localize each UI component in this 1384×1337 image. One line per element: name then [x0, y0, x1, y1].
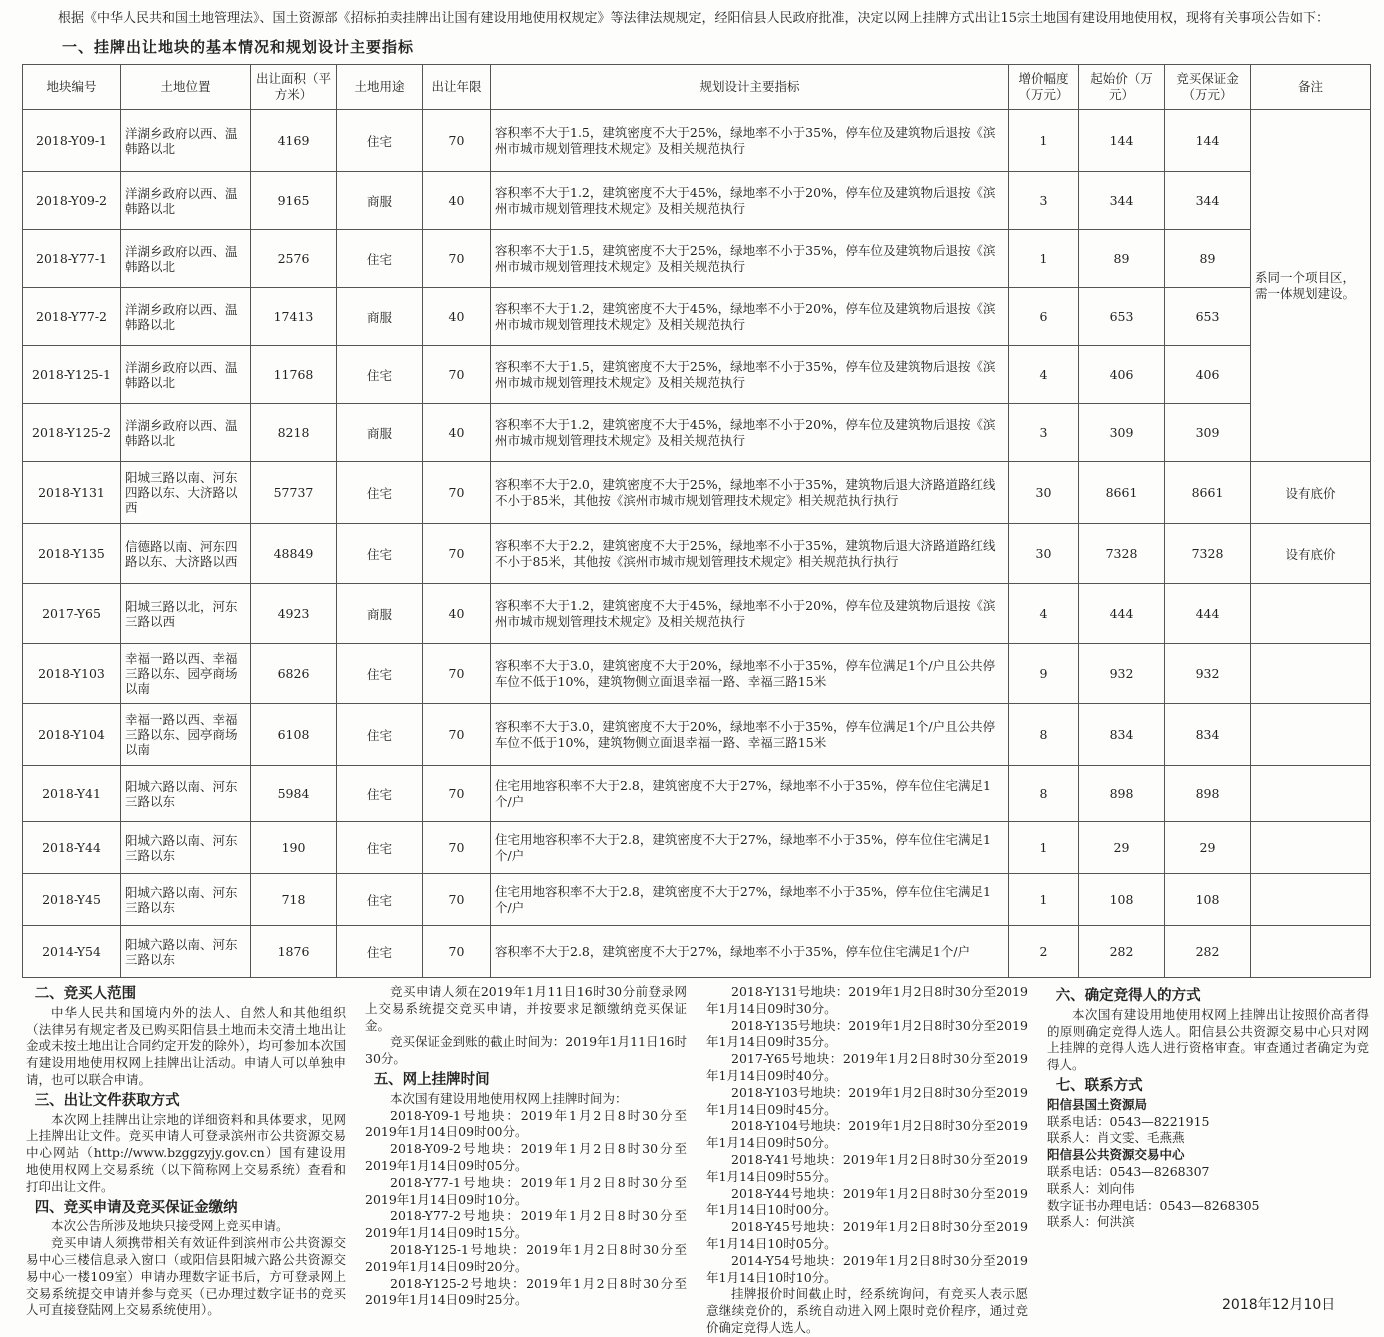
planning-indicators-cell: 容积率不大于1.5，建筑密度不大于25%，绿地率不小于35%，停车位及建筑物后退按《滨州市城市规划管理技术规定》及相关规范执行 — [491, 230, 1009, 288]
section-4-text-1: 本次公告所涉及地块只接受网上竞买申请。 — [51, 1218, 289, 1234]
deposit-cell: 444 — [1165, 584, 1251, 644]
location-cell: 阳城六路以南、河东三路以东 — [121, 822, 251, 874]
deposit-cell: 898 — [1165, 766, 1251, 822]
contact-tel-1: 联系电话：0543—8221915 — [1047, 1113, 1210, 1129]
increment-cell: 1 — [1009, 110, 1079, 172]
schedule-item: 2018-Y09-2号地块：2019年1月2日8时30分至2019年1月14日09时05分。 — [365, 1141, 687, 1173]
column-3 — [706, 984, 1028, 1337]
area-cell: 6108 — [251, 704, 337, 766]
land-use-cell: 住宅 — [337, 874, 423, 926]
increment-cell: 1 — [1009, 230, 1079, 288]
header-deposit: 竞买保证金（万元） — [1165, 65, 1251, 110]
section-4-text-2: 竞买申请人须携带相关有效证件到滨州市公共资源交易中心三楼信息录入窗口（或阳信县阳城六路公共资源交易中心一楼109室）申请办理数字证书后，方可登录网上交易系统提交申请并参与竞买（已办理过数字证书的竞买人可直接登陆网上交易系统使用）。 — [26, 1235, 346, 1318]
start-price-cell: 7328 — [1079, 524, 1165, 584]
location-cell: 阳城六路以南、河东三路以东 — [121, 766, 251, 822]
planning-indicators-cell: 容积率不大于2.8，建筑密度不大于27%，绿地率不小于35%，停车位住宅满足1个/户 — [491, 926, 1009, 978]
location-cell: 幸福一路以西、幸福三路以东、园亭商场以南 — [121, 644, 251, 704]
increment-cell: 6 — [1009, 288, 1079, 346]
schedule-item: 2018-Y77-2号地块：2019年1月2日8时30分至2019年1月14日09时15分。 — [365, 1208, 687, 1241]
start-price-cell: 282 — [1079, 926, 1165, 978]
header-use: 土地用途 — [337, 65, 423, 110]
note-cell: 设有底价 — [1251, 524, 1371, 584]
increment-cell: 4 — [1009, 346, 1079, 404]
planning-indicators-cell: 容积率不大于2.0，建筑密度不大于25%，绿地率不小于35%，建筑物后退大济路道路红线不小于85米，其他按《滨州市城市规划管理技术规定》相关规范执行执行 — [491, 462, 1009, 524]
section-2-title: 二、竞买人范围 — [34, 986, 137, 1002]
location-cell: 阳城六路以南、河东三路以东 — [121, 874, 251, 926]
contact-org-1: 阳信县国土资源局 — [1047, 1096, 1148, 1112]
schedule-item: 2018-Y103号地块：2019年1月2日8时30分至2019年1月14日09时45分。 — [706, 1084, 1028, 1117]
planning-indicators-cell: 住宅用地容积率不大于2.8，建筑密度不大于27%，绿地率不小于35%，停车位住宅满足1个/户 — [491, 874, 1009, 926]
note-cell — [1251, 584, 1371, 644]
schedule-item: 2018-Y125-1号地块：2019年1月2日8时30分至2019年1月14日09时20分。 — [365, 1241, 687, 1274]
location-cell: 洋湖乡政府以西、温韩路以北 — [121, 346, 251, 404]
section-5-outro: 挂牌报价时间截止时，经系统询问，有竞买人表示愿意继续竞价的，系统自动进入网上限时竞价程序，通过竞价确定竞得人选人。 — [706, 1286, 1028, 1335]
term-years-cell: 40 — [423, 172, 491, 230]
area-cell: 190 — [251, 822, 337, 874]
start-price-cell: 144 — [1079, 110, 1165, 172]
plot-id-cell: 2018-Y41 — [23, 766, 121, 822]
plot-id-cell: 2018-Y45 — [23, 874, 121, 926]
location-cell: 幸福一路以西、幸福三路以东、园亭商场以南 — [121, 704, 251, 766]
table-row — [23, 822, 1371, 874]
location-cell: 信德路以南、河东四路以东、大济路以西 — [121, 524, 251, 584]
deposit-cell: 834 — [1165, 704, 1251, 766]
land-use-cell: 商服 — [337, 288, 423, 346]
planning-indicators-cell: 容积率不大于1.5，建筑密度不大于25%，绿地率不小于35%，停车位及建筑物后退按《滨州市城市规划管理技术规定》及相关规范执行 — [491, 346, 1009, 404]
land-use-cell: 住宅 — [337, 462, 423, 524]
table-row — [23, 404, 1371, 462]
land-use-cell: 住宅 — [337, 110, 423, 172]
header-location: 土地位置 — [121, 65, 251, 110]
plot-id-cell: 2014-Y54 — [23, 926, 121, 978]
schedule-item: 2017-Y65号地块：2019年1月2日8时30分至2019年1月14日09时40分。 — [706, 1051, 1028, 1083]
term-years-cell: 40 — [423, 584, 491, 644]
land-use-cell: 住宅 — [337, 644, 423, 704]
increment-cell: 4 — [1009, 584, 1079, 644]
header-area: 出让面积（平方米） — [251, 65, 337, 110]
land-use-cell: 住宅 — [337, 766, 423, 822]
land-use-cell: 商服 — [337, 404, 423, 462]
deposit-cell: 932 — [1165, 644, 1251, 704]
start-price-cell: 344 — [1079, 172, 1165, 230]
area-cell: 5984 — [251, 766, 337, 822]
land-use-cell: 住宅 — [337, 524, 423, 584]
planning-indicators-cell: 容积率不大于3.0，建筑密度不大于20%，绿地率不小于35%，停车位满足1个/户且公共停车位不低于10%，建筑物侧立面退幸福一路、幸福三路15米 — [491, 704, 1009, 766]
plot-id-cell: 2018-Y104 — [23, 704, 121, 766]
section-6-title: 六、确定竞得人的方式 — [1055, 988, 1201, 1004]
deposit-cell: 89 — [1165, 230, 1251, 288]
area-cell: 6826 — [251, 644, 337, 704]
plot-id-cell: 2017-Y65 — [23, 584, 121, 644]
section-3-text: 本次网上挂牌出让宗地的详细资料和具体要求，见网上挂牌出让文件。竞买申请人可登录滨州市公共资源交易中心网站（http://www.bzggzyjy.gov.cn）国有建设用地使用权网上交易系统（以下简称网上交易系统）查看和打印出让文件。 — [26, 1111, 346, 1194]
section-4-text-3: 竞买申请人须在2019年1月11日16时30分前登录网上交易系统提交竞买申请，并按要求足额缴纳竞买保证金。 — [365, 984, 687, 1033]
start-price-cell: 29 — [1079, 822, 1165, 874]
contact-tel-3: 数字证书办理电话：0543—8268305 — [1047, 1197, 1260, 1213]
table-row — [23, 874, 1371, 926]
deposit-cell: 29 — [1165, 822, 1251, 874]
start-price-cell: 834 — [1079, 704, 1165, 766]
increment-cell: 8 — [1009, 704, 1079, 766]
increment-cell: 30 — [1009, 524, 1079, 584]
location-cell: 阳城三路以南、河东四路以东、大济路以西 — [121, 462, 251, 524]
area-cell: 1876 — [251, 926, 337, 978]
land-use-cell: 住宅 — [337, 822, 423, 874]
schedule-item: 2014-Y54号地块：2019年1月2日8时30分至2019年1月14日10时10分。 — [706, 1252, 1028, 1285]
header-note: 备注 — [1251, 65, 1371, 110]
term-years-cell: 70 — [423, 110, 491, 172]
deposit-cell: 344 — [1165, 172, 1251, 230]
start-price-cell: 108 — [1079, 874, 1165, 926]
deposit-cell: 8661 — [1165, 462, 1251, 524]
schedule-item: 2018-Y77-1号地块：2019年1月2日8时30分至2019年1月14日09时10分。 — [365, 1174, 687, 1207]
land-use-cell: 住宅 — [337, 230, 423, 288]
plot-id-cell: 2018-Y103 — [23, 644, 121, 704]
note-cell: 设有底价 — [1251, 462, 1371, 524]
table-row — [23, 230, 1371, 288]
table-row — [23, 462, 1371, 524]
schedule-item: 2018-Y09-1号地块：2019年1月2日8时30分至2019年1月14日09时00分。 — [365, 1107, 687, 1140]
area-cell: 17413 — [251, 288, 337, 346]
section-4-text-4: 竞买保证金到账的截止时间为：2019年1月11日16时30分。 — [365, 1034, 687, 1067]
deposit-cell: 406 — [1165, 346, 1251, 404]
table-row — [23, 288, 1371, 346]
note-cell — [1251, 766, 1371, 822]
contact-person-2: 联系人：刘向伟 — [1047, 1180, 1135, 1196]
contact-person-1: 联系人：肖文雯、毛燕燕 — [1047, 1130, 1185, 1146]
contact-person-3: 联系人：何洪滨 — [1047, 1214, 1135, 1230]
planning-indicators-cell: 容积率不大于1.2，建筑密度不大于45%，绿地率不小于20%，停车位及建筑物后退按《滨州市城市规划管理技术规定》及相关规范执行 — [491, 172, 1009, 230]
planning-indicators-cell: 容积率不大于1.2，建筑密度不大于45%，绿地率不小于20%，停车位及建筑物后退按《滨州市城市规划管理技术规定》及相关规范执行 — [491, 404, 1009, 462]
note-cell — [1251, 704, 1371, 766]
area-cell: 57737 — [251, 462, 337, 524]
note-cell — [1251, 926, 1371, 978]
note-cell — [1251, 874, 1371, 926]
term-years-cell: 70 — [423, 644, 491, 704]
term-years-cell: 70 — [423, 874, 491, 926]
increment-cell: 30 — [1009, 462, 1079, 524]
schedule-item: 2018-Y135号地块：2019年1月2日8时30分至2019年1月14日09时35分。 — [706, 1017, 1028, 1050]
increment-cell: 8 — [1009, 766, 1079, 822]
table-row — [23, 766, 1371, 822]
plot-id-cell: 2018-Y09-1 — [23, 110, 121, 172]
table-row — [23, 926, 1371, 978]
term-years-cell: 70 — [423, 524, 491, 584]
note-cell — [1251, 822, 1371, 874]
term-years-cell: 70 — [423, 766, 491, 822]
area-cell: 718 — [251, 874, 337, 926]
plot-id-cell: 2018-Y135 — [23, 524, 121, 584]
start-price-cell: 406 — [1079, 346, 1165, 404]
increment-cell: 1 — [1009, 822, 1079, 874]
column-1 — [26, 982, 346, 1319]
table-row — [23, 644, 1371, 704]
header-start-price: 起始价（万元） — [1079, 65, 1165, 110]
table-row — [23, 172, 1371, 230]
planning-indicators-cell: 容积率不大于1.2，建筑密度不大于45%，绿地率不小于20%，停车位及建筑物后退按《滨州市城市规划管理技术规定》及相关规范执行 — [491, 584, 1009, 644]
planning-indicators-cell: 住宅用地容积率不大于2.8，建筑密度不大于27%，绿地率不小于35%，停车位住宅满足1个/户 — [491, 766, 1009, 822]
note-group-cell: 系同一个项目区，需一体规划建设。 — [1251, 110, 1371, 462]
deposit-cell: 144 — [1165, 110, 1251, 172]
increment-cell: 1 — [1009, 874, 1079, 926]
area-cell: 9165 — [251, 172, 337, 230]
plot-id-cell: 2018-Y125-2 — [23, 404, 121, 462]
section-5-title: 五、网上挂牌时间 — [373, 1071, 490, 1088]
planning-indicators-cell: 住宅用地容积率不大于2.8，建筑密度不大于27%，绿地率不小于35%，停车位住宅满足1个/户 — [491, 822, 1009, 874]
schedule-item: 2018-Y45号地块：2019年1月2日8时30分至2019年1月14日10时05分。 — [706, 1219, 1028, 1251]
planning-indicators-cell: 容积率不大于3.0，建筑密度不大于20%，绿地率不小于35%，停车位满足1个/户且公共停车位不低于10%，建筑物侧立面退幸福一路、幸福三路15米 — [491, 644, 1009, 704]
schedule-item: 2018-Y44号地块：2019年1月2日8时30分至2019年1月14日10时00分。 — [706, 1185, 1028, 1218]
column-4 — [1047, 984, 1369, 1231]
area-cell: 4923 — [251, 584, 337, 644]
notice-date: 2018年12月10日 — [1222, 1297, 1336, 1313]
section-5-intro: 本次国有建设用地使用权网上挂牌时间为： — [390, 1090, 628, 1106]
table-row — [23, 584, 1371, 644]
planning-indicators-cell: 容积率不大于1.2，建筑密度不大于45%，绿地率不小于20%，停车位及建筑物后退按《滨州市城市规划管理技术规定》及相关规范执行 — [491, 288, 1009, 346]
term-years-cell: 70 — [423, 230, 491, 288]
term-years-cell: 70 — [423, 822, 491, 874]
planning-indicators-cell: 容积率不大于2.2，建筑密度不大于25%，绿地率不小于35%，建筑物后退大济路道路红线不小于85米，其他按《滨州市城市规划管理技术规定》相关规范执行执行 — [491, 524, 1009, 584]
plot-id-cell: 2018-Y125-1 — [23, 346, 121, 404]
area-cell: 2576 — [251, 230, 337, 288]
plot-id-cell: 2018-Y77-1 — [23, 230, 121, 288]
location-cell: 阳城六路以南、河东三路以东 — [121, 926, 251, 978]
deposit-cell: 7328 — [1165, 524, 1251, 584]
location-cell: 洋湖乡政府以西、温韩路以北 — [121, 110, 251, 172]
start-price-cell: 444 — [1079, 584, 1165, 644]
location-cell: 洋湖乡政府以西、温韩路以北 — [121, 230, 251, 288]
header-indicators: 规划设计主要指标 — [491, 65, 1009, 110]
land-use-cell: 住宅 — [337, 346, 423, 404]
schedule-item: 2018-Y104号地块：2019年1月2日8时30分至2019年1月14日09时50分。 — [706, 1118, 1028, 1151]
area-cell: 11768 — [251, 346, 337, 404]
location-cell: 洋湖乡政府以西、温韩路以北 — [121, 288, 251, 346]
section-3-title: 三、出让文件获取方式 — [34, 1092, 180, 1109]
start-price-cell: 309 — [1079, 404, 1165, 462]
term-years-cell: 40 — [423, 288, 491, 346]
start-price-cell: 932 — [1079, 644, 1165, 704]
location-cell: 洋湖乡政府以西、温韩路以北 — [121, 172, 251, 230]
plot-id-cell: 2018-Y44 — [23, 822, 121, 874]
start-price-cell: 89 — [1079, 230, 1165, 288]
term-years-cell: 70 — [423, 704, 491, 766]
increment-cell: 9 — [1009, 644, 1079, 704]
increment-cell: 2 — [1009, 926, 1079, 978]
plot-id-cell: 2018-Y09-2 — [23, 172, 121, 230]
column-2 — [365, 984, 687, 1309]
header-plot-id: 地块编号 — [23, 65, 121, 110]
land-use-cell: 住宅 — [337, 704, 423, 766]
schedule-item: 2018-Y41号地块：2019年1月2日8时30分至2019年1月14日09时55分。 — [706, 1151, 1028, 1184]
location-cell: 洋湖乡政府以西、温韩路以北 — [121, 404, 251, 462]
land-use-cell: 商服 — [337, 584, 423, 644]
header-term: 出让年限 — [423, 65, 491, 110]
land-plots-table — [22, 64, 1371, 978]
section-6-text: 本次国有建设用地使用权网上挂牌出让按照价高者得的原则确定竞得人选人。阳信县公共资源交易中心只对网上挂牌的竞得人选人进行资格审查。审查通过者确定为竞得人。 — [1047, 1006, 1369, 1073]
header-increment: 增价幅度（万元） — [1009, 65, 1079, 110]
deposit-cell: 108 — [1165, 874, 1251, 926]
schedule-item: 2018-Y125-2号地块：2019年1月2日8时30分至2019年1月14日09时25分。 — [365, 1275, 687, 1308]
increment-cell: 3 — [1009, 172, 1079, 230]
start-price-cell: 653 — [1079, 288, 1165, 346]
plot-id-cell: 2018-Y131 — [23, 462, 121, 524]
area-cell: 8218 — [251, 404, 337, 462]
section-2-text: 中华人民共和国境内外的法人、自然人和其他组织（法律另有规定者及已购买阳信县土地而未交清土地出让金或未按土地出让合同约定开发的除外），均可参加本次国有建设用地使用权网上挂牌出让活动。申请人可以单独申请，也可以联合申请。 — [26, 1004, 346, 1087]
intro-paragraph: 根据《中华人民共和国土地管理法》、国土资源部《招标拍卖挂牌出让国有建设用地使用权规定》等法律法规规定，经阳信县人民政府批准，决定以网上挂牌方式出让15宗土地国有建设用地使用权，现将有关事项公告如下： — [58, 11, 1330, 26]
planning-indicators-cell: 容积率不大于1.5，建筑密度不大于25%，绿地率不小于35%，停车位及建筑物后退按《滨州市城市规划管理技术规定》及相关规范执行 — [491, 110, 1009, 172]
schedule-item: 2018-Y131号地块：2019年1月2日8时30分至2019年1月14日09时30分。 — [706, 984, 1028, 1016]
term-years-cell: 70 — [423, 926, 491, 978]
term-years-cell: 40 — [423, 404, 491, 462]
land-use-cell: 住宅 — [337, 926, 423, 978]
note-cell — [1251, 644, 1371, 704]
area-cell: 4169 — [251, 110, 337, 172]
table-header-row — [23, 65, 1371, 110]
plot-id-cell: 2018-Y77-2 — [23, 288, 121, 346]
term-years-cell: 70 — [423, 346, 491, 404]
location-cell: 阳城三路以北，河东三路以西 — [121, 584, 251, 644]
area-cell: 48849 — [251, 524, 337, 584]
table-row — [23, 110, 1371, 172]
table-row — [23, 524, 1371, 584]
deposit-cell: 309 — [1165, 404, 1251, 462]
start-price-cell: 898 — [1079, 766, 1165, 822]
deposit-cell: 282 — [1165, 926, 1251, 978]
table-row — [23, 346, 1371, 404]
land-use-cell: 商服 — [337, 172, 423, 230]
start-price-cell: 8661 — [1079, 462, 1165, 524]
increment-cell: 3 — [1009, 404, 1079, 462]
deposit-cell: 653 — [1165, 288, 1251, 346]
section-7-title: 七、联系方式 — [1055, 1077, 1143, 1094]
table-row — [23, 704, 1371, 766]
section-1-title: 一、挂牌出让地块的基本情况和规划设计主要指标 — [62, 38, 415, 56]
term-years-cell: 70 — [423, 462, 491, 524]
section-4-title: 四、竞买申请及竞买保证金缴纳 — [34, 1199, 238, 1216]
contact-org-2: 阳信县公共资源交易中心 — [1047, 1147, 1185, 1163]
contact-tel-2: 联系电话：0543—8268307 — [1047, 1163, 1210, 1179]
